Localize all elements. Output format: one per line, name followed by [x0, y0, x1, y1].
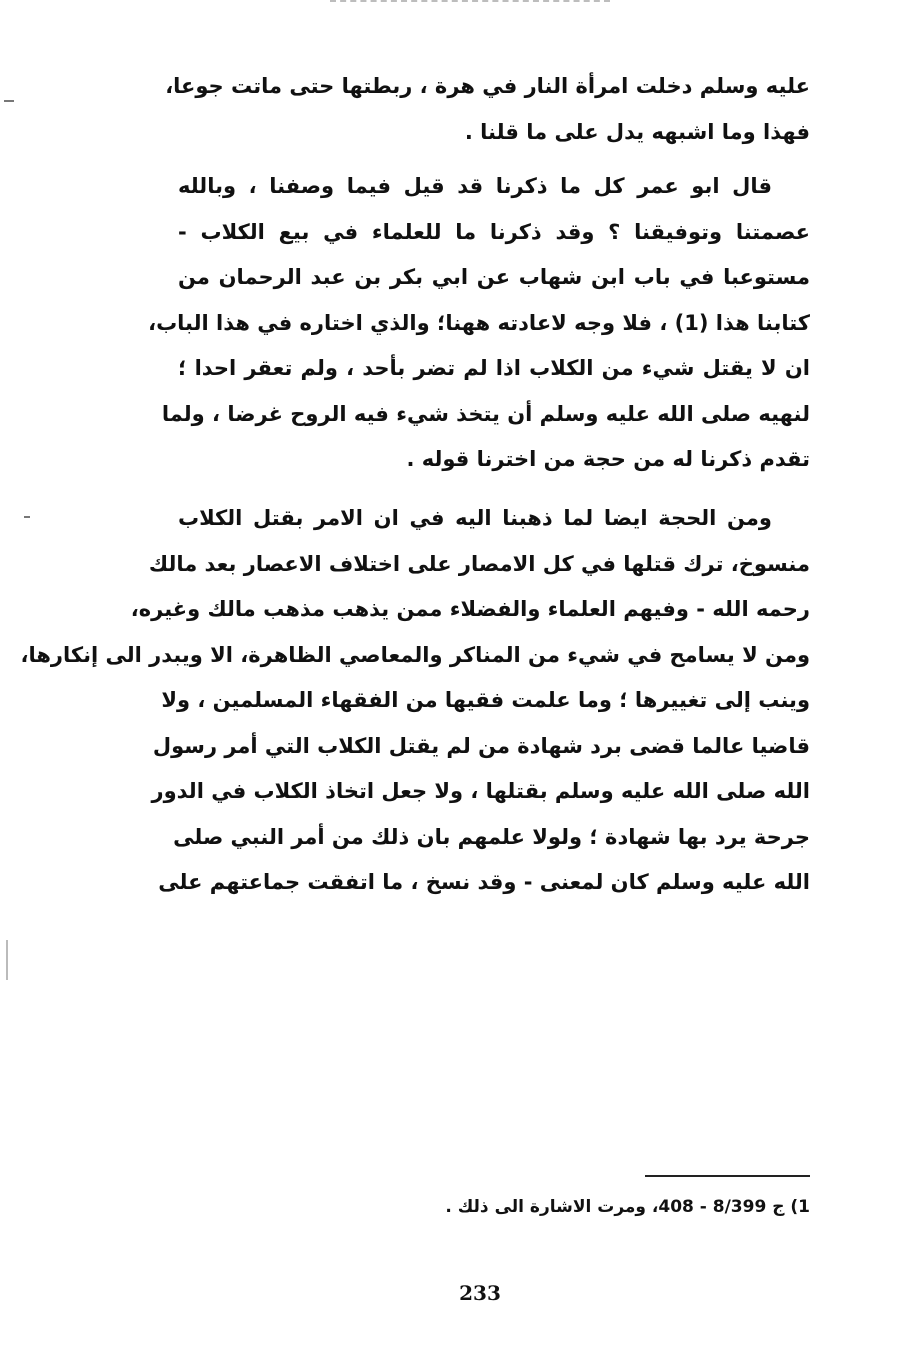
text-line: تقدم ذكرنا له من حجة من اخترنا قوله . [406, 447, 810, 471]
text-line: ومن لا يسامح في شيء من المناكر والمعاصي الظاهرة، الا ويبدر الى إنكارها، [20, 642, 810, 667]
text-line: قاضيا عالما قضى برد شهادة من لم يقتل الكلاب التي أمر رسول [152, 733, 810, 758]
text-line: عليه وسلم دخلت امرأة النار في هرة ، ربطتها حتى ماتت جوعا، [165, 74, 810, 98]
scan-top-border [330, 0, 610, 8]
text-line: الله صلى الله عليه وسلم بقتلها ، ولا جعل اتخاذ الكلاب في الدور [151, 779, 810, 803]
page-number: 233 [459, 1281, 501, 1305]
footnote: 1) ج 8/399 - 408، ومرت الاشارة الى ذلك . [445, 1197, 810, 1217]
text-line: فهذا وما اشبهه يدل على ما قلنا . [464, 119, 810, 144]
text-line: مستوعبا في باب ابن شهاب عن ابي بكر بن عبد الرحمان من [178, 265, 810, 289]
scan-mark [6, 940, 8, 980]
text-line: كتابنا هذا (1) ، فلا وجه لاعادته ههنا؛ والذي اختاره في هذا الباب، [148, 310, 810, 335]
footnote-separator [645, 1175, 810, 1177]
paragraph-1 [165, 64, 810, 155]
text-line: قال ابو عمر كل ما ذكرنا قد قيل فيما وصفنا ، وبالله [178, 174, 772, 198]
text-line: منسوخ، ترك قتلها في كل الامصار على اختلاف الاعصار بعد مالك [148, 551, 810, 576]
text-line: جرحة يرد بها شهادة ؛ ولولا علمهم بان ذلك من أمر النبي صلى [173, 824, 810, 849]
text-line: عصمتنا وتوفيقنا ؟ وقد ذكرنا ما للعلماء في بيع الكلاب - [178, 219, 810, 244]
paragraph-2 [148, 164, 810, 483]
text-line: ومن الحجة ايضا لما ذهبنا اليه في ان الامر بقتل الكلاب [178, 506, 772, 530]
text-line: الله عليه وسلم كان لمعنى - وقد نسخ ، ما اتفقت جماعتهم على [158, 870, 810, 894]
scan-mark [4, 100, 14, 102]
text-line: ان لا يقتل شيء من الكلاب اذا لم تضر بأحد ، ولم تعقر احدا ؛ [178, 356, 810, 380]
paragraph-3 [20, 496, 810, 906]
scan-mark [24, 516, 30, 518]
text-line: رحمه الله - وفيهم العلماء والفضلاء ممن يذهب مذهب مالك وغيره، [130, 597, 810, 621]
text-line: لنهيه صلى الله عليه وسلم أن يتخذ شيء فيه الروح غرضا ، ولما [161, 401, 810, 426]
text-line: وينب إلى تغييرها ؛ وما علمت فقيها من الفقهاء المسلمين ، ولا [161, 688, 810, 712]
